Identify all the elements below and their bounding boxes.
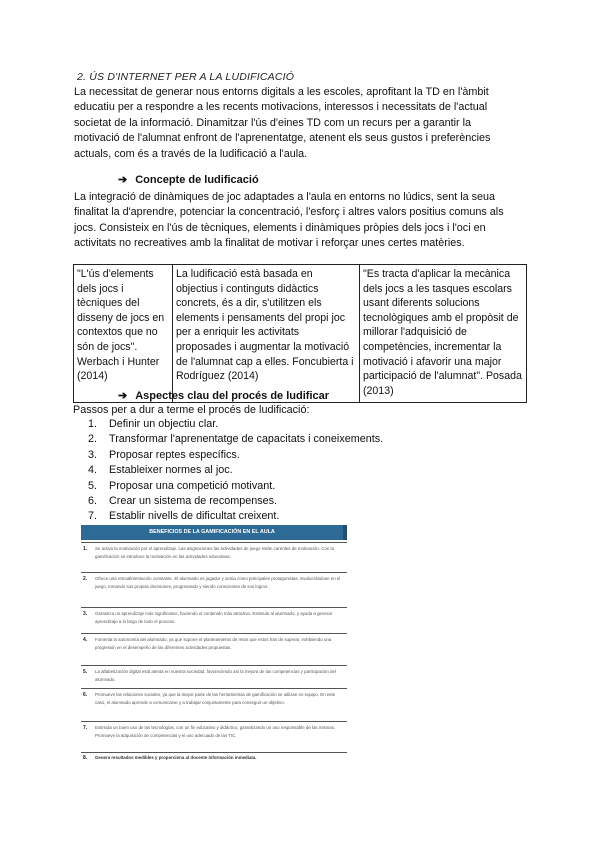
benefits-table-title: BENEFICIOS DE LA GAMIFICACIÓN EN EL AULA bbox=[81, 525, 343, 540]
definition-paragraph: La integració de dinàmiques de joc adaptades a l'aula en entorns no lúdics, sent la seua finalitat la d'aprendre, potenciar la concentració, l'esforç i altres valors positius comuns als jocs. Consisteix en l'ús de tècniques, elements i dinàmiques pròpies dels jocs i l'oci en activitats no recreatives amb la finalitat de motivar i reforçar unes certes matèries. bbox=[74, 191, 504, 250]
table-row: 8. Genera resultados medibles y proporciona al docente información inmediata. bbox=[81, 752, 347, 765]
quote-posada: "Es tracta d'aplicar la mecànica dels jocs a les tasques escolars usant diferents solucions tecnològiques amb el propòsit de millorar l'adquisició de competències, incrementar la motivació i afavorir una major participació de l'alumnat". Posada (2013) bbox=[360, 265, 527, 403]
quote-werbach: "L'ús d'elements dels jocs i tècniques del disseny de jocs en contextos que no són de jocs". Werbach i Hunter (2014) bbox=[74, 265, 173, 403]
quotes-row bbox=[74, 265, 527, 403]
benefits-table-image bbox=[81, 525, 347, 765]
table-row: 7. Estimula un buen uso de las tecnologías, con un fin educativo y didáctico, garantizando un uso responsable de las mismas. Promueve la adquisición de competencias y el uso adecuado de las TIC. bbox=[81, 721, 347, 752]
list-item: 7. Establir nivells de dificultat creixent. bbox=[88, 510, 280, 523]
subheading-concept-label: Concepte de ludificació bbox=[135, 174, 259, 186]
steps-intro: Passos per a dur a terme el procés de ludificació: bbox=[73, 404, 310, 416]
subheading-key-aspects bbox=[118, 389, 329, 402]
table-row: 6. Promueve las relaciones sociales, ya que la mayor parte de las herramientas de gamificación se utilizan en equipo. En este caso, el alumnado aprende a comunicarse y a trabajar conjuntamente para conseguir un objetivo. bbox=[81, 688, 347, 721]
arrow-right-icon: ➔ bbox=[118, 390, 128, 402]
table-row: 4. Fomenta la autonomía del alumnado, ya que supone el planteamiento de retos que estos han de superar, exhibiendo una progresión en el desempeño de las diferentes actividades propuestas. bbox=[81, 633, 347, 665]
quotes-table bbox=[73, 264, 527, 403]
list-item: 4. Estableixer normes al joc. bbox=[88, 464, 233, 477]
quote-foncubierta: La ludificació està basada en objectius i continguts didàctics concrets, és a dir, s'utilitzen els elements i pensaments del propi joc per a enriquir les activitats proposades i augmentar la motivació de l'alumnat cap a elles. Foncubierta i Rodríguez (2014) bbox=[173, 265, 360, 403]
arrow-right-icon: ➔ bbox=[118, 174, 128, 186]
list-item: 6. Crear un sistema de recompenses. bbox=[88, 495, 278, 508]
list-item: 1. Definir un objectiu clar. bbox=[88, 418, 219, 430]
subheading-key-aspects-label: Aspectes clau del procés de ludificar bbox=[135, 390, 330, 402]
section-heading: 2. ÚS D'INTERNET PER A LA LUDIFICACIÓ bbox=[77, 71, 295, 83]
list-item: 3. Proposar reptes específics. bbox=[88, 448, 240, 461]
intro-paragraph: La necessitat de generar nous entorns digitals a les escoles, aprofitant la TD en l'àmbit educatiu per a respondre a les recents motivacions, interessos i necessitats de l'actual societat de la informació. Dinamitzar l'ús d'eines TD com un recurs per a garantir la motivació de l'alumnat enfront de l'aprenentatge, atenent els seus gustos i preferències actuals, com és a través de la ludificació a l'aula. bbox=[74, 86, 491, 160]
table-row: 3. Garantiza un aprendizaje más significativo, haciendo el contenido más atractivo. Estimula al alumnado, y ayuda a generar aprendizaje a lo largo de todo el proceso. bbox=[81, 607, 347, 633]
banner-edge bbox=[343, 525, 347, 540]
list-item: 5. Proposar una competició motivant. bbox=[88, 479, 276, 492]
table-row: 1. Se activa la motivación por el aprendizaje. Las asignaciones las actividades de juego están carentes de motivación. Con la gamificación se introduce la motivación en las actividades educativas. bbox=[81, 542, 347, 572]
table-row: 5. La alfabetización digital está atenta en nuestra sociedad, favoreciendo así la mejora de las competencias y participación del alumnado. bbox=[81, 665, 347, 688]
steps-list bbox=[88, 417, 383, 525]
table-row: 2. Ofrece una retroalimentación constante. El alumnado es jugador y actúa como principales protagonistas, involucrándose en el juego, tomando sus propias decisiones, progresando y siendo conscientes de sus logros. bbox=[81, 572, 347, 607]
subheading-concept bbox=[118, 173, 259, 186]
list-item: 2. Transformar l'aprenentatge de capacitats i coneixements. bbox=[88, 433, 384, 446]
